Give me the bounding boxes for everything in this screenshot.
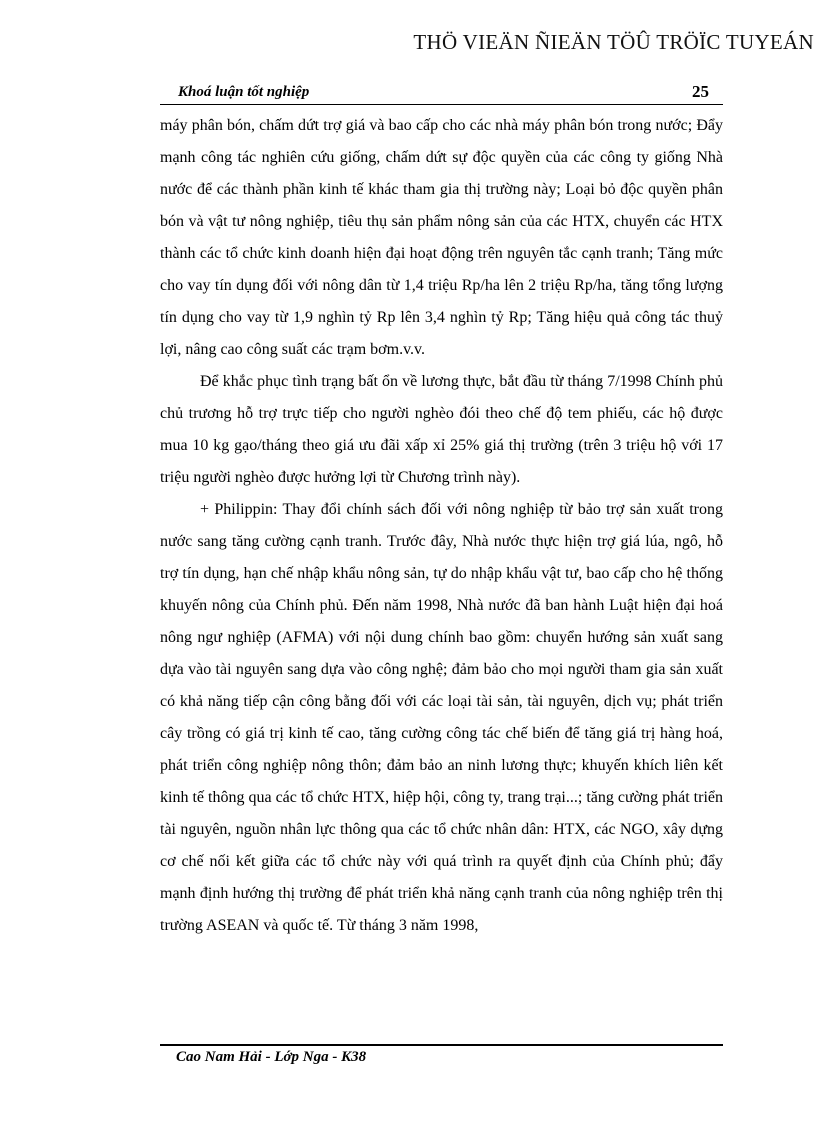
paragraph-philippines: + Philippin: Thay đổi chính sách đối với nông nghiệp từ bảo trợ sản xuất trong nước sang tăng cường cạnh tranh. Trước đây, Nhà nước thực hiện trợ giá lúa, ngô, hỗ trợ tín dụng, hạn chế nhập khẩu nông sản, tự do nhập khẩu vật tư, bao cấp cho hệ thống khuyến nông của Chính phủ. Đến năm 1998, Nhà nước đã ban hành Luật hiện đại hoá nông ngư nghiệp (AFMA) với nội dung chính bao gồm: chuyển hướng sản xuất sang dựa vào tài nguyên sang dựa vào công nghệ; đảm bảo cho mọi người tham gia sản xuất có khả năng tiếp cận công bằng đối với các loại tài sản, tài nguyên, dịch vụ; phát triển cây trồng có giá trị kinh tế cao, tăng cường công tác chế biến để tăng giá trị hàng hoá, phát triển công nghiệp nông thôn; đảm bảo an ninh lương thực; khuyến khích liên kết kinh tế thông qua các tổ chức HTX, hiệp hội, công ty, trang trại...; tăng cường phát triển tài nguyên, nguồn nhân lực thông qua các tổ chức nhân dân: HTX, các NGO, xây dựng cơ chế nối kết giữa các tổ chức này với quá trình ra quyết định của Chính phủ; đẩy mạnh định hướng thị trường để phát triển khả năng cạnh tranh của nông nghiệp trên thị trường ASEAN và quốc tế. Từ tháng 3 năm 1998,: [160, 501, 723, 934]
body-text: [160, 110, 723, 942]
header-title: Khoá luận tốt nghiệp: [178, 84, 310, 100]
paragraph-continuation: máy phân bón, chấm dứt trợ giá và bao cấp cho các nhà máy phân bón trong nước; Đẩy mạnh công tác nghiên cứu giống, chấm dứt sự độc quyền của các công ty giống Nhà nước để các thành phần kinh tế khác tham gia thị trường này; Loại bỏ độc quyền phân bón và vật tư nông nghiệp, tiêu thụ sản phẩm nông sản của các HTX, chuyển các HTX thành các tổ chức kinh doanh hiện đại hoạt động trên nguyên tắc cạnh tranh; Tăng mức cho vay tín dụng đối với nông dân từ 1,4 triệu Rp/ha lên 2 triệu Rp/ha, tăng tổng lượng tín dụng cho vay từ 1,9 nghìn tỷ Rp lên 3,4 nghìn tỷ Rp; Tăng hiệu quả công tác thuỷ lợi, nâng cao công suất các trạm bơm.v.v.: [160, 117, 723, 358]
watermark-text: THÖ VIEÄN ÑIEÄN TÖÛ TRÖÏC TUYEÁN: [413, 30, 814, 54]
footer-rule: [160, 1044, 723, 1046]
page-number: 25: [692, 82, 709, 101]
paragraph-food-security: Để khắc phục tình trạng bất ổn về lương thực, bắt đầu từ tháng 7/1998 Chính phủ chủ trương hỗ trợ trực tiếp cho người nghèo đói theo chế độ tem phiếu, các hộ được mua 10 kg gạo/tháng theo giá ưu đãi xấp xỉ 25% giá thị trường (trên 3 triệu hộ với 17 triệu người nghèo được hưởng lợi từ Chương trình này).: [160, 373, 723, 486]
footer-author: Cao Nam Hải - Lớp Nga - K38: [176, 1049, 367, 1065]
header-rule: [160, 104, 723, 105]
page-header: [160, 82, 723, 106]
